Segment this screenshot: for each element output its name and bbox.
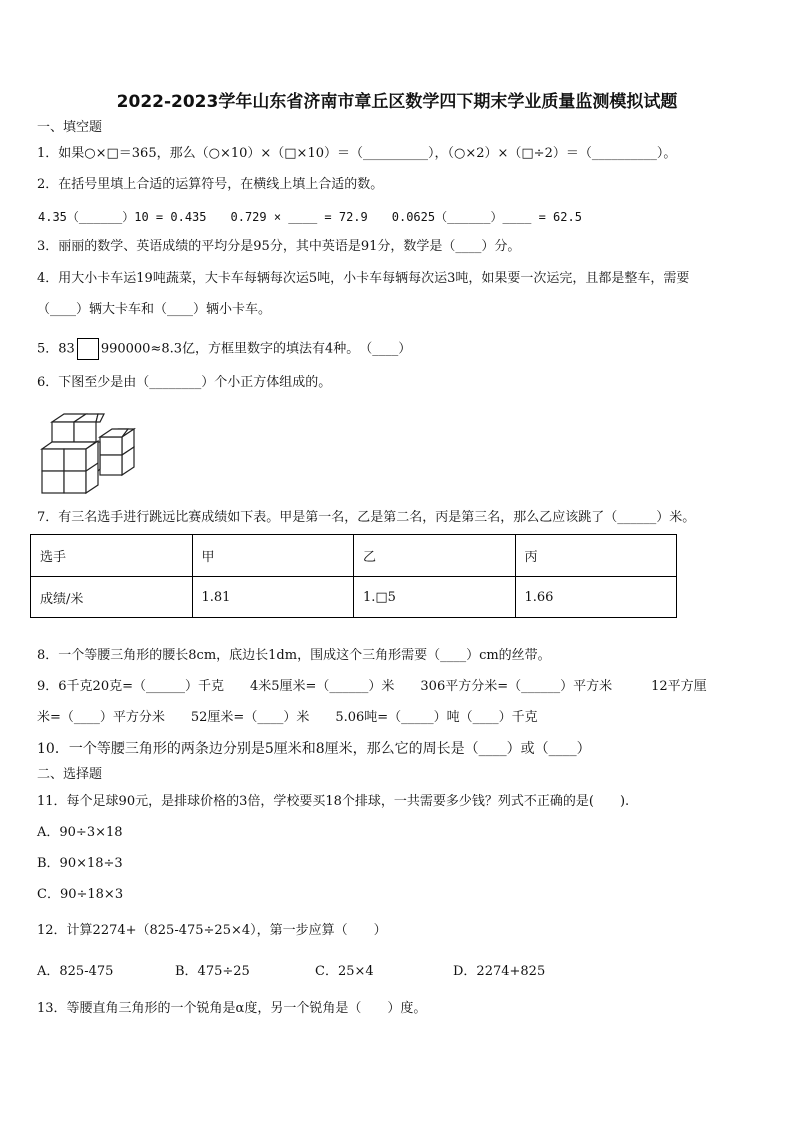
question-13: 13．等腰直角三角形的一个锐角是α度，另一个锐角是（ ）度。 [37,1001,427,1016]
table-header-cell: 乙 [354,535,516,577]
question-11-option-a: A．90÷3×18 [37,825,123,840]
question-5 [37,338,411,360]
table-header-row [31,535,677,577]
question-2: 2．在括号里填上合适的运算符号，在横线上填上合适的数。 [37,177,384,192]
question-9-line2: 米=（____）平方分米 52厘米=（____）米 5.06吨=（_____）吨（____）千克 [37,710,538,725]
table-row [31,577,677,618]
question-12-option-d: D．2274+825 [453,964,546,979]
question-11-option-c: C．90÷18×3 [37,887,124,902]
question-12-option-b: B．475÷25 [175,964,250,979]
question-5-suffix: 990000≈8.3亿，方框里数字的填法有4种。 （____） [100,341,412,357]
question-7: 7．有三名选手进行跳远比赛成绩如下表。甲是第一名，乙是第二名，丙是第三名，那么乙应该跳了（______）米。 [37,510,696,525]
score-table [30,534,677,618]
question-2-expressions: 4.35（______）10 = 0.435 0.729 × ____ = 72.9 0.0625（______）____ = 62.5 [38,210,582,224]
question-3: 3．丽丽的数学、英语成绩的平均分是95分，其中英语是91分，数学是（____）分。 [37,239,521,254]
section-multiple-choice: 二、选择题 [37,767,103,782]
question-11: 11．每个足球90元，是排球价格的3倍，学校要买18个排球，一共需要多少钱？列式不正确的是( ). [37,794,630,809]
question-11-option-b: B．90×18÷3 [37,856,123,871]
question-8: 8．一个等腰三角形的腰长8cm，底边长1dm，围成这个三角形需要（____）cm的丝带。 [37,648,551,663]
table-header-cell: 选手 [31,535,193,577]
table-cell: 1.66 [515,577,677,618]
question-12-option-c: C．25×4 [315,964,374,979]
table-header-cell: 甲 [192,535,354,577]
page-title: 2022-2023学年山东省济南市章丘区数学四下期末学业质量监测模拟试题 [116,92,678,112]
digit-box [77,338,99,360]
question-1: 1．如果○×□＝365，那么（○×10）×（□×10）＝（__________），（○×2）×（□÷2）＝（__________）。 [37,146,677,161]
section-fill-blank: 一、填空题 [37,120,103,135]
question-4-line1: 4．用大小卡车运19吨蔬菜，大卡车每辆每次运5吨，小卡车每辆每次运3吨，如果要一次运完，且都是整车，需要 [37,271,690,286]
table-cell: 1.81 [192,577,354,618]
cubes-figure [40,407,136,497]
table-cell: 成绩/米 [31,577,193,618]
table-header-cell: 丙 [515,535,677,577]
question-10: 10．一个等腰三角形的两条边分别是5厘米和8厘米，那么它的周长是（____）或（____） [37,741,591,757]
question-5-prefix: 5．83 [37,341,75,357]
question-12-option-a: A．825-475 [37,964,114,979]
question-12: 12．计算2274+（825-475÷25×4），第一步应算（ ） [37,923,387,938]
question-6: 6．下图至少是由（________）个小正方体组成的。 [37,375,332,390]
question-4-line2: （____）辆大卡车和（____）辆小卡车。 [37,302,272,317]
question-9-line1: 9．6千克20克=（______）千克 4米5厘米=（______）米 306平方分米=（______）平方米 12平方厘 [37,679,707,694]
table-cell: 1.□5 [354,577,516,618]
